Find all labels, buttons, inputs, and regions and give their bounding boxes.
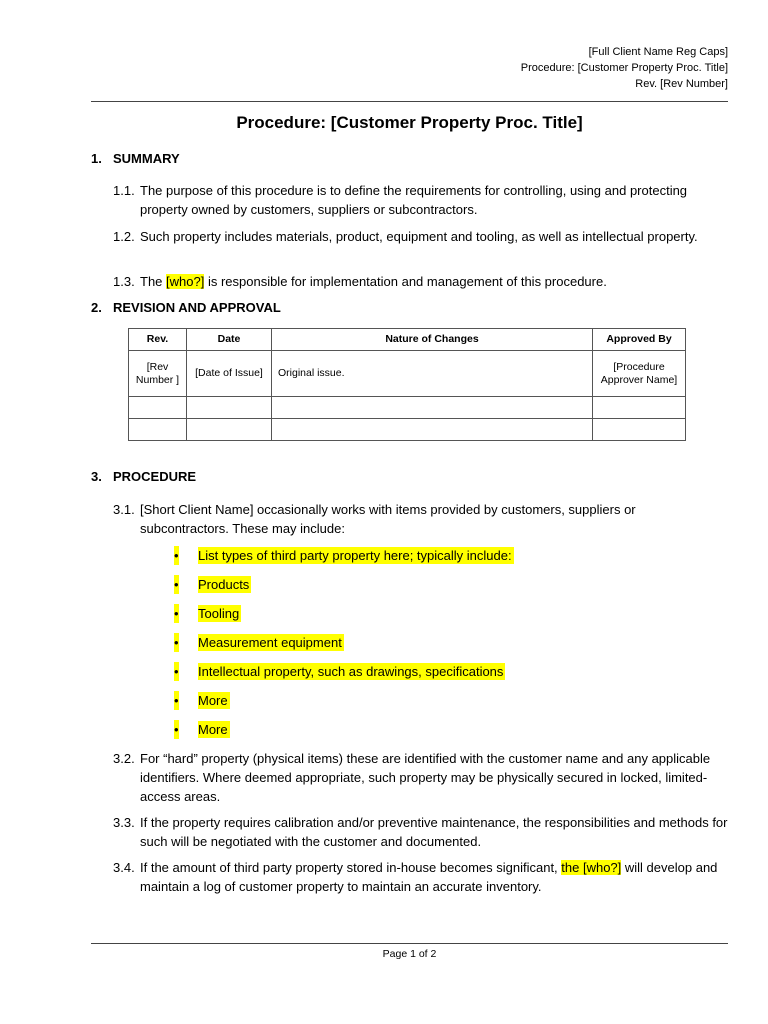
- text-segment: will develop and maintain a log of customer property to maintain an accurate inventory.: [140, 860, 718, 894]
- table-header-row: [129, 329, 686, 351]
- paragraph-text: Such property includes materials, product, equipment and tooling, as well as intellectual property.: [140, 229, 698, 244]
- cell-date: [187, 397, 272, 419]
- paragraph-3-4: [113, 858, 728, 896]
- paragraph-1-1: [113, 181, 728, 219]
- bullet-icon: •: [174, 635, 179, 650]
- list-item: [174, 691, 514, 720]
- property-types-list: [174, 546, 514, 749]
- table-row: [129, 397, 686, 419]
- list-item: [174, 720, 514, 749]
- text-segment: The: [140, 274, 167, 289]
- revision-table: [128, 328, 686, 441]
- list-item: [174, 604, 514, 633]
- paragraph-number: 1.1.: [113, 183, 135, 198]
- paragraph-number: 1.2.: [113, 229, 135, 244]
- header-divider: [91, 101, 728, 102]
- bullet-icon: •: [174, 548, 179, 563]
- cell-changes: [272, 397, 593, 419]
- text-segment: is responsible for implementation and management of this procedure.: [204, 274, 607, 289]
- header-client-name: [Full Client Name Reg Caps]: [588, 46, 728, 58]
- section-heading-revision: [91, 300, 281, 315]
- paragraph-3-2: [113, 749, 728, 806]
- section-heading-summary: [91, 151, 180, 166]
- table-row: [129, 351, 686, 397]
- paragraph-3-3: [113, 813, 728, 851]
- cell-rev: [129, 419, 187, 441]
- bullet-icon: •: [174, 722, 179, 737]
- column-header-changes: Nature of Changes: [272, 329, 593, 351]
- list-item: [174, 662, 514, 691]
- cell-date: [187, 419, 272, 441]
- section-number: 2.: [91, 300, 102, 315]
- paragraph-1-3: [113, 272, 728, 291]
- paragraph-text: [140, 858, 728, 896]
- list-item: [174, 575, 514, 604]
- list-item-text: Intellectual property, such as drawings, specifications: [198, 664, 504, 679]
- cell-date: [Date of Issue]: [187, 351, 272, 397]
- list-item-text: Products: [198, 577, 250, 592]
- paragraph-number: 1.3.: [113, 274, 135, 289]
- bullet-icon: •: [174, 693, 179, 708]
- section-title: REVISION AND APPROVAL: [113, 300, 281, 315]
- list-item-text: Measurement equipment: [198, 635, 342, 650]
- paragraph-number: 3.3.: [113, 815, 135, 830]
- cell-rev: [Rev Number ]: [129, 351, 187, 397]
- paragraph-text: The purpose of this procedure is to define the requirements for controlling, using and protecting property owned by customers, suppliers or subcontractors.: [140, 183, 688, 217]
- cell-approved-by: [593, 419, 686, 441]
- text-segment: If the amount of third party property stored in-house becomes significant,: [140, 860, 562, 875]
- paragraph-number: 3.1.: [113, 502, 135, 517]
- list-item: [174, 633, 514, 662]
- list-item-text: Tooling: [198, 606, 240, 621]
- list-item: [174, 546, 514, 575]
- document-title: Procedure: [Customer Property Proc. Title]: [236, 113, 583, 132]
- cell-rev: [129, 397, 187, 419]
- section-title: SUMMARY: [113, 151, 180, 166]
- paragraph-text: [140, 272, 728, 291]
- cell-changes: Original issue.: [272, 351, 593, 397]
- section-number: 1.: [91, 151, 102, 166]
- column-header-rev: Rev.: [129, 329, 187, 351]
- paragraph-3-1: [113, 500, 728, 538]
- bullet-icon: •: [174, 577, 179, 592]
- header-procedure-title: Procedure: [Customer Property Proc. Title]: [520, 62, 728, 74]
- highlighted-placeholder: [who?]: [166, 274, 205, 289]
- bullet-icon: •: [174, 606, 179, 621]
- list-item-text: List types of third party property here; typically include:: [198, 548, 512, 563]
- section-number: 3.: [91, 469, 102, 484]
- header-revision: Rev. [Rev Number]: [635, 78, 728, 90]
- paragraph-text: If the property requires calibration and/or preventive maintenance, the responsibilities and methods for such will be negotiated with the customer and documented.: [140, 815, 728, 849]
- bullet-icon: •: [174, 664, 179, 679]
- paragraph-number: 3.4.: [113, 860, 135, 875]
- paragraph-1-2: [113, 227, 728, 246]
- footer-divider: [91, 943, 728, 944]
- list-item-text: More: [198, 722, 228, 737]
- list-item-text: More: [198, 693, 228, 708]
- cell-changes: [272, 419, 593, 441]
- page-number: Page 1 of 2: [382, 948, 437, 960]
- column-header-date: Date: [187, 329, 272, 351]
- column-header-approved-by: Approved By: [593, 329, 686, 351]
- table-row: [129, 419, 686, 441]
- highlighted-placeholder: the [who?]: [561, 860, 622, 875]
- page-header: [521, 44, 728, 92]
- cell-approved-by: [593, 397, 686, 419]
- paragraph-text: [Short Client Name] occasionally works with items provided by customers, suppliers or subcontractors. These may include:: [140, 502, 636, 536]
- paragraph-text: For “hard” property (physical items) these are identified with the customer name and any applicable identifiers. Where deemed appropriate, such property may be physically secured in locked, limited-access areas.: [140, 751, 711, 804]
- section-heading-procedure: [91, 469, 196, 484]
- paragraph-number: 3.2.: [113, 751, 135, 766]
- cell-approved-by: [Procedure Approver Name]: [593, 351, 686, 397]
- section-title: PROCEDURE: [113, 469, 197, 484]
